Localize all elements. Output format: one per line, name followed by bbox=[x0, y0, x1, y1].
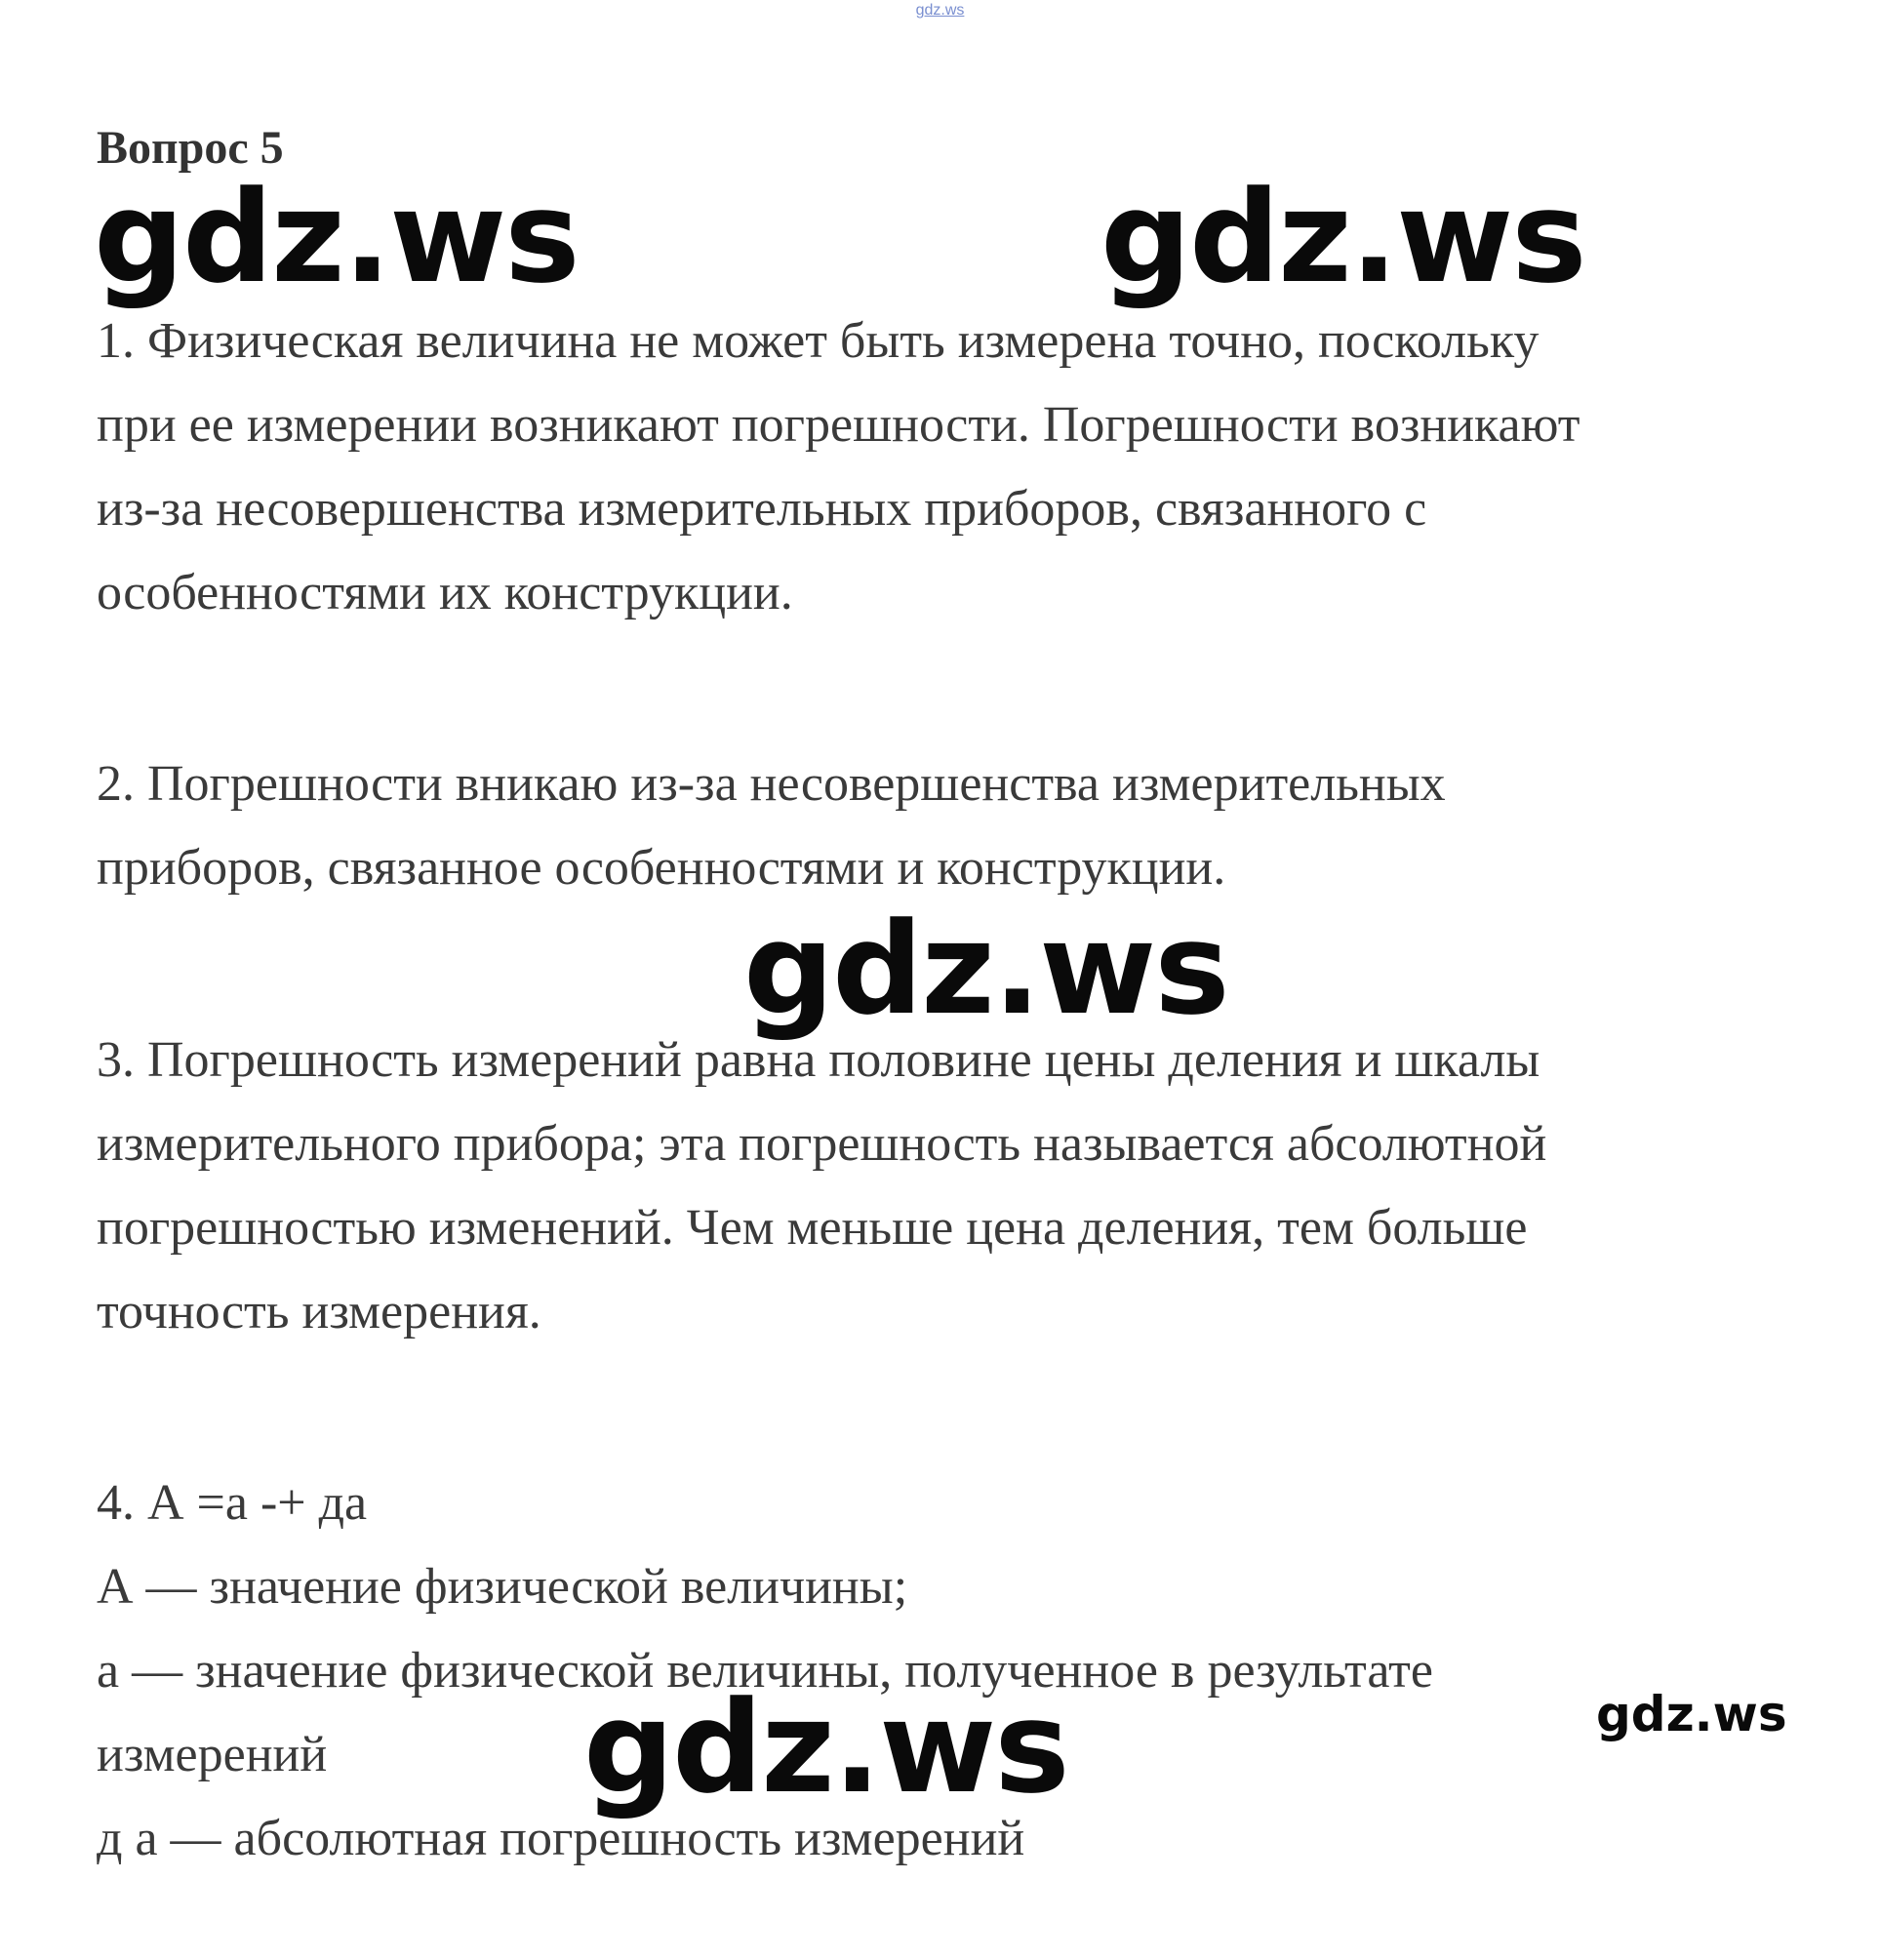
paragraph2-line: приборов, связанное особенностями и конструкции. bbox=[97, 840, 1226, 896]
watermark: gdz.ws bbox=[1100, 163, 1585, 311]
definition-line: А — значение физической величины; bbox=[97, 1559, 908, 1615]
paragraph2-line: 2. Погрешности вникаю из-за несовершенства измерительных bbox=[97, 756, 1446, 812]
watermark: gdz.ws bbox=[94, 163, 579, 311]
paragraph1-line: из-за несовершенства измерительных приборов, связанного с bbox=[97, 481, 1427, 537]
formula-line: 4. А =а -+ да bbox=[97, 1475, 368, 1531]
paragraph3-line: погрешностью изменений. Чем меньше цена деления, тем больше bbox=[97, 1200, 1528, 1256]
paragraph3-line: измерительного прибора; эта погрешность называется абсолютной bbox=[97, 1116, 1547, 1172]
paragraph1-line: 1. Физическая величина не может быть измерена точно, поскольку bbox=[97, 313, 1540, 369]
paragraph3-line: точность измерения. bbox=[97, 1284, 541, 1340]
paragraph1-line: особенностями их конструкции. bbox=[97, 565, 793, 620]
paragraph1-line: при ее измерении возникают погрешности. Погрешности возникают bbox=[97, 397, 1580, 453]
watermark: gdz.ws bbox=[743, 895, 1228, 1043]
definition-line: измерений bbox=[97, 1727, 328, 1782]
definition-line: а — значение физической величины, полученное в результате bbox=[97, 1643, 1433, 1699]
watermark: gdz.ws bbox=[583, 1673, 1068, 1821]
question-heading: Вопрос 5 bbox=[97, 122, 284, 174]
top-site-mark[interactable]: gdz.ws bbox=[915, 2, 965, 19]
paragraph3-line: 3. Погрешность измерений равна половине цены деления и шкалы bbox=[97, 1032, 1540, 1088]
watermark: gdz.ws bbox=[1596, 1686, 1787, 1742]
definition-line: д а — абсолютная погрешность измерений bbox=[97, 1811, 1025, 1866]
